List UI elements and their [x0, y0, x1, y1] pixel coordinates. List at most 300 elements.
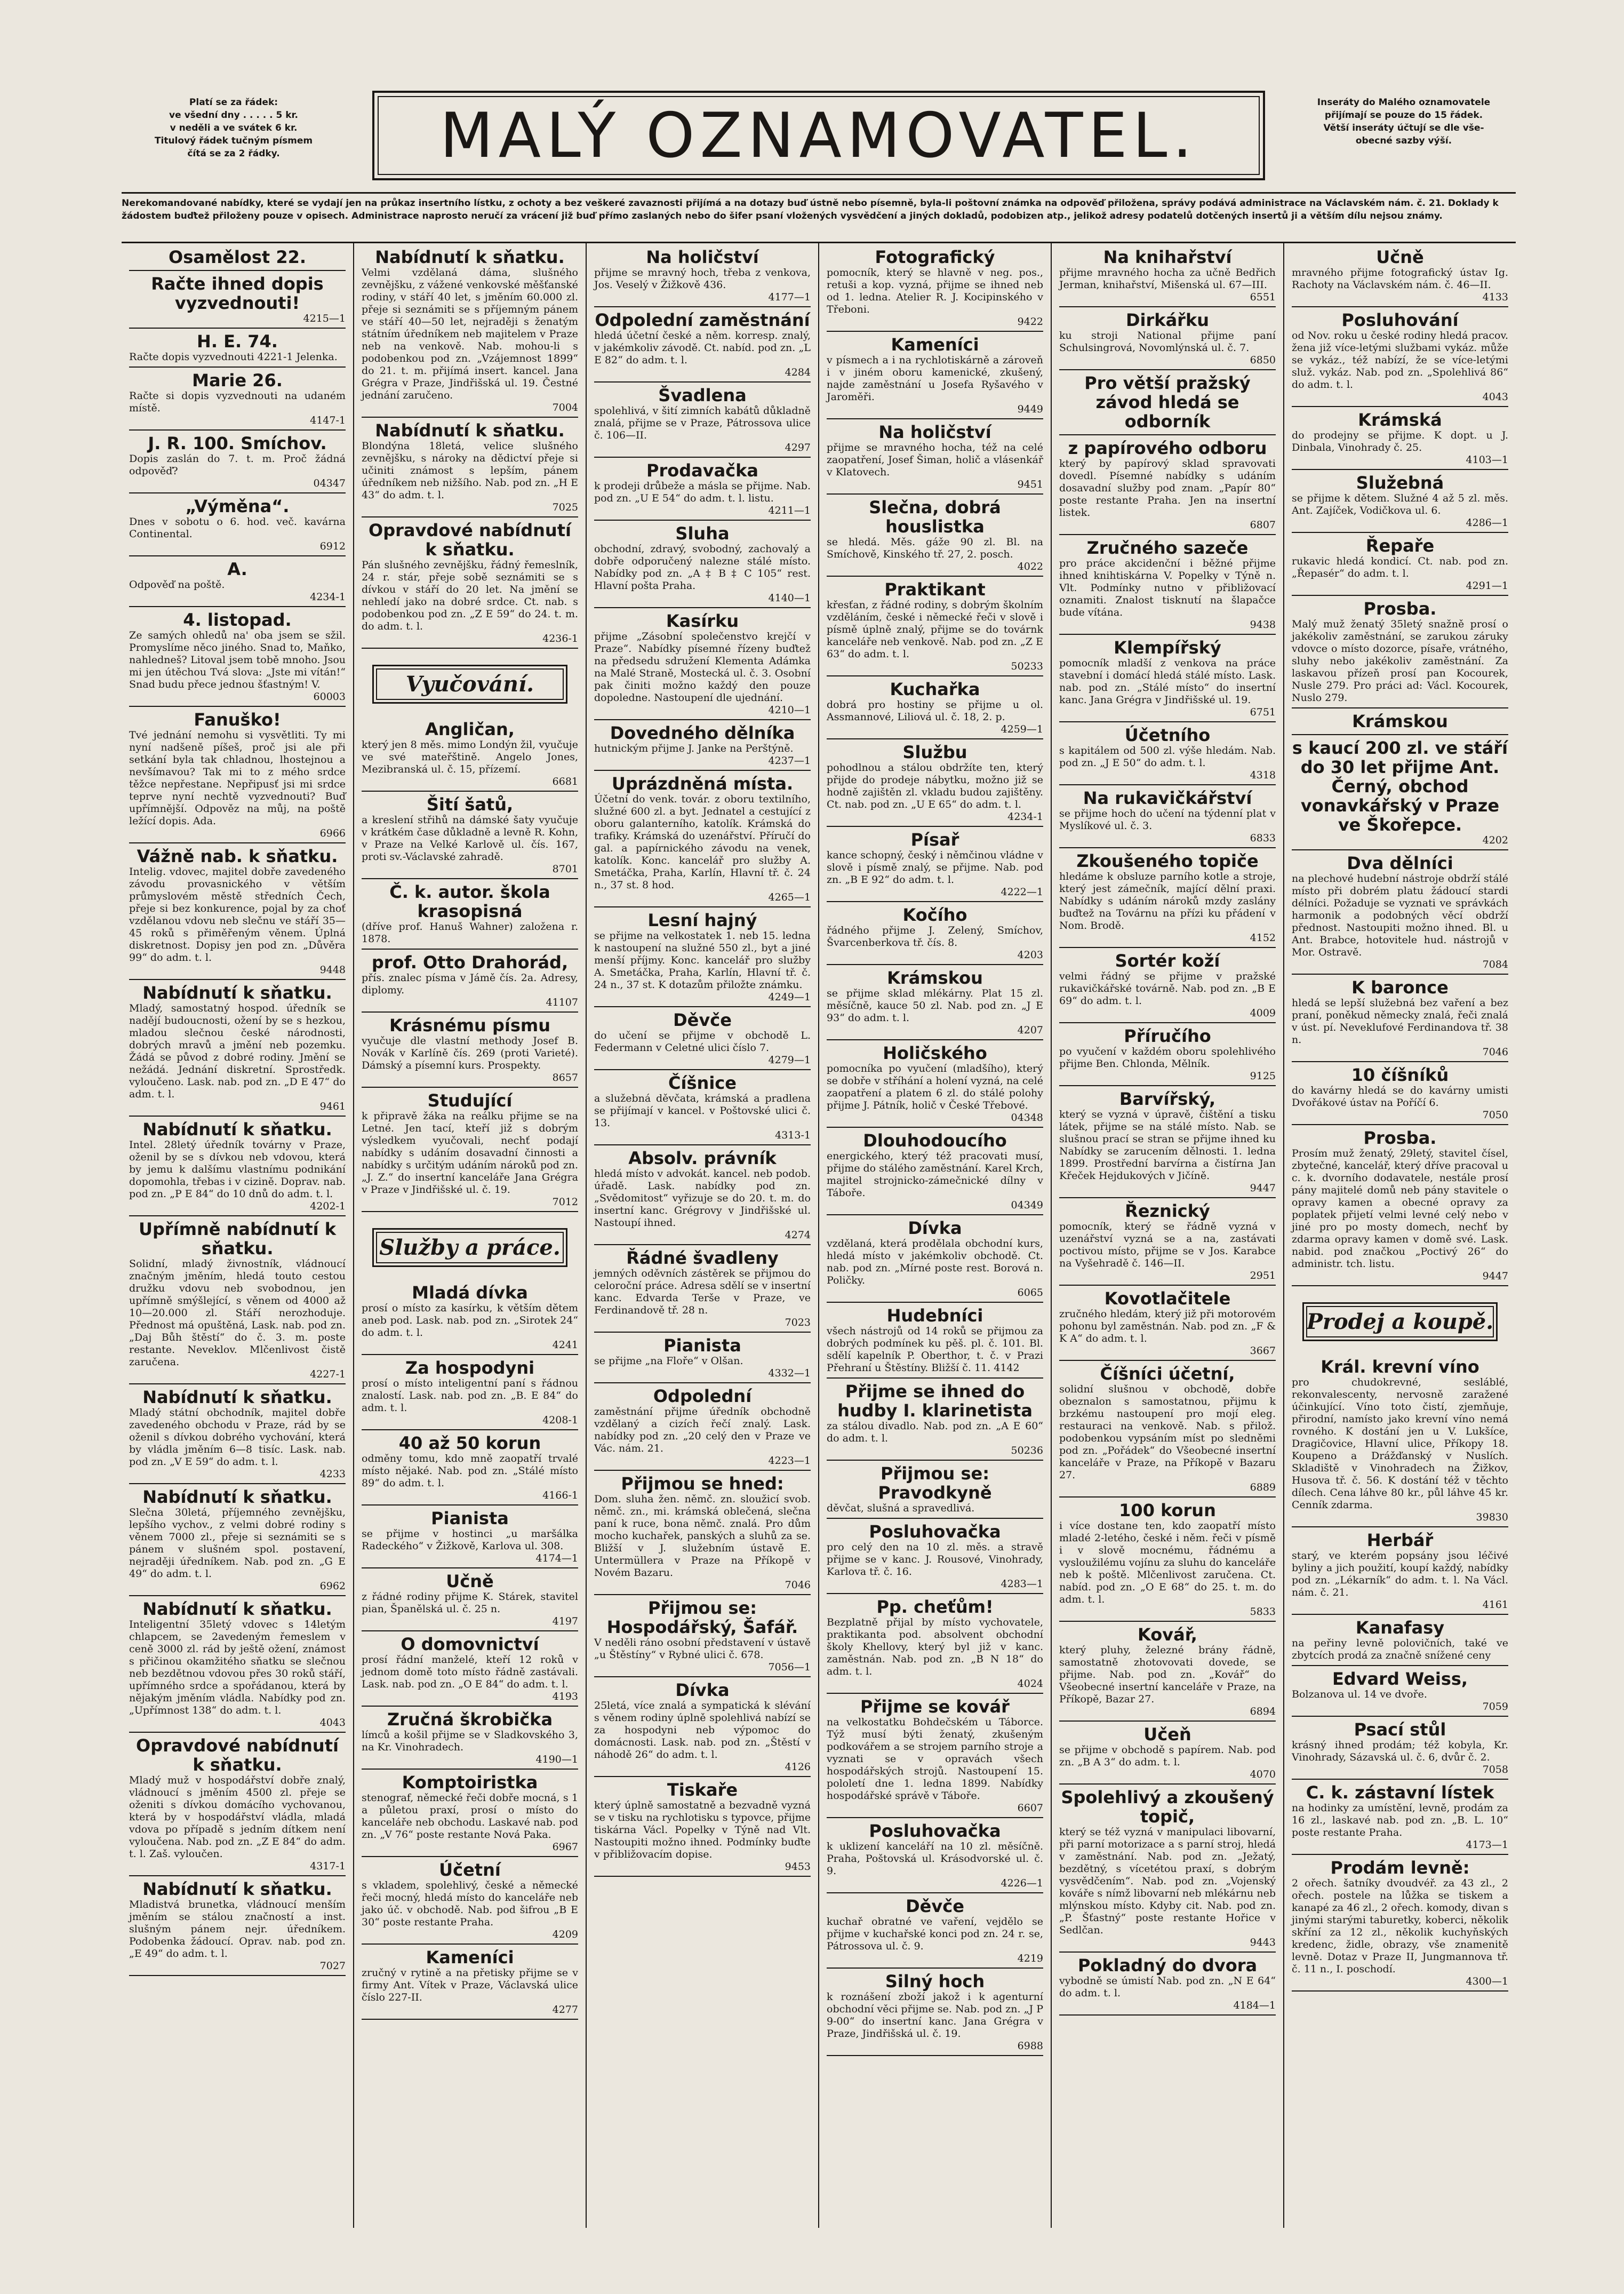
ad-text: (dříve prof. Hanuš Wahner) založena r. 1878.	[362, 921, 578, 945]
ad-headline: Sortér koží	[1115, 951, 1220, 971]
classified-ad	[129, 847, 346, 980]
ad-text: Solidní, mladý živnostník, vládnoucí značným jměním, hledá touto cestou družku vdovu neb svobodnou, jen upřímně smýšlející, s věnem od 4000 až 10—20.000 zl. Stáří nerozhoduje. Přednost má opuštěná, Lask. nab. pod zn. „Daj Bůh štěstí“ do č. 3. m. poste restante. Neveklov. Mlčenlivost čistě zaručena.	[129, 1258, 346, 1368]
ad-headline: Kovář,	[1138, 1624, 1197, 1645]
ad-divider	[1059, 1022, 1276, 1023]
ad-divider	[594, 1006, 811, 1007]
ad-text: 25letá, více znalá a sympatická k slévání s věnem rodiny úplně spolehlivá nabízí se za hospodyni neb výpomoc do domácnosti. Lask. nab. pod zn. „Štěstí v náhodě 26“ do adm. t. l.	[594, 1700, 811, 1761]
ad-headline: Učně	[446, 1571, 494, 1591]
ad-divider	[1059, 1085, 1276, 1086]
ad-text: k uklizení kanceláří na 10 zl. měsíčně. Praha, Poštovská ul. Krásodvorské ul. č. 9.	[827, 1841, 1043, 1877]
ad-code: 4274	[785, 1229, 811, 1241]
classified-ad	[827, 1597, 1043, 1694]
ad-code: 60003	[313, 691, 346, 703]
ad-code: 4210—1	[768, 704, 811, 716]
ad-headline: O domovnictví	[401, 1634, 539, 1654]
classified-ad	[1059, 788, 1276, 848]
ad-divider	[362, 1011, 578, 1013]
ad-text: stenograf, německé řeči dobře mocná, s 1 a půletou praxí, prosí o místo do kanceláře neb obchodu. Laskavé nab. pod zn. „V 76“ poste restante Nová Paka.	[362, 1792, 578, 1841]
ad-divider	[594, 1144, 811, 1145]
ad-divider	[1059, 434, 1276, 435]
ad-text: Slečna 30letá, příjemného zevnějšku, lepšího vychov., z velmi dobré rodiny s věnem 7000 zl., přeje si seznámiti se s pánem v slušném spol. postavení, nejraději úředníkem. Nab. pod zn. „G E 49“ do adm. t. l.	[129, 1507, 346, 1580]
classified-ad	[129, 1879, 346, 1976]
ad-divider	[129, 1732, 346, 1733]
ad-headline: Písař	[910, 830, 959, 850]
ad-text: k roznášení zboží jakož i k agenturní obchodní věci přijme se. Nab. pod zn. „J P 9-00“ do insertní kanc. Jana Grégra v Praze, Jindřišská ul. č. 19.	[827, 1991, 1043, 2040]
ad-text: rukavic hledá kondicí. Ct. nab. pod zn. „Řepasér“ do adm. t. l.	[1292, 555, 1508, 579]
ad-headline: Pokladný do dvora	[1077, 1955, 1258, 1976]
ad-text: vybodně se úmistí Nab. pod zn. „N E 64“ do adm. t. l.	[1059, 1975, 1276, 1999]
ad-text: přijme se mravného hocha, též na celé zaopatření, Josef Šiman, holič a vlásenkář v Klatovech.	[827, 442, 1043, 478]
classified-ad	[1059, 951, 1276, 1023]
ad-code: 4166-1	[542, 1489, 578, 1501]
ad-divider	[1059, 534, 1276, 535]
ad-code: 4207	[1017, 1024, 1043, 1036]
ad-code: 4161	[1482, 1599, 1508, 1611]
ad-text: prosí o místo inteligentní paní s řádnou znalostí. Lask. nab. pod zn. „B. E 84“ do adm. t. l.	[362, 1377, 578, 1414]
ad-headline: Posluhovačka	[869, 1821, 1001, 1841]
ad-code: 4227-1	[310, 1368, 346, 1380]
ad-divider	[827, 1693, 1043, 1694]
ad-code: 6850	[1250, 354, 1276, 366]
ad-code: 9453	[785, 1861, 811, 1873]
ad-headline: Slečna, dobrá houslistka	[869, 497, 1001, 537]
classified-ad	[594, 1474, 811, 1595]
ad-text: velmi řádný se přijme v pražské rukavičkářské továrně. Nab. pod zn. „B E 69“ do adm. t. l.	[1059, 970, 1276, 1007]
classified-ad	[1059, 1725, 1276, 1785]
ad-headline: Posluhovačka	[869, 1522, 1001, 1542]
ad-code: 9451	[1017, 479, 1043, 490]
ad-headline: Edvard Weiss,	[1332, 1669, 1468, 1689]
ad-text: po vyučení v každém oboru spolehlivého přijme Ben. Chlonda, Mělník.	[1059, 1046, 1276, 1070]
ad-headline: Příručího	[1124, 1026, 1211, 1046]
ad-divider	[827, 826, 1043, 827]
classified-ad	[1059, 1289, 1276, 1361]
ad-text: Mladý muž v hospodářství dobře znalý, vládnoucí s jměním 4500 zl. přeje se oženiti s dívkou domácího vychovanou, která by v hospodářství vládla, mladá vdova po případě s jedním dítkem není vyloučena. Nab. pod zn. „Z E 84“ do adm. t. l. Zaš. vyloučen.	[129, 1774, 346, 1860]
ad-divider	[827, 576, 1043, 577]
ad-divider	[1292, 734, 1508, 735]
classified-ad	[362, 1948, 578, 2020]
ad-headline: Zkoušeného topiče	[1076, 851, 1259, 871]
terms-line: Větší inseráty účtují se dle vše-	[1323, 123, 1484, 133]
ad-text: 2 ořech. šatníky dvoudvéř. za 43 zl., 2 ořech. postele na lůžka se tiskem a kanapé za 46 zl., 2 ořech. komody, divan s jinými starými taburetky, koberci, několik skříní za 12 zl., několik kuchyňských kredenc, židle, obrazy, vše znamenitě levně. Dotaz v Praze II, Jungmannova tř. č. 11 n., I. poschodí.	[1292, 1877, 1508, 1975]
ad-divider	[129, 1116, 346, 1117]
ad-headline: s kaucí 200 zl. ve stáří do 30 let přijme Ant. Černý, obchod vonavkářský v Praze ve Škořepce.	[1292, 738, 1508, 835]
ad-headline: A.	[227, 559, 247, 579]
ad-text: hutnickým přijme J. Janke na Perštýně.	[594, 743, 794, 754]
classified-ad	[594, 1680, 811, 1777]
classified-ad	[1292, 978, 1508, 1062]
ad-divider	[1059, 1285, 1276, 1286]
ad-code: 7027	[319, 1960, 346, 1972]
ad-divider	[1059, 947, 1276, 948]
ad-divider	[362, 1087, 578, 1088]
classified-ad	[362, 1016, 578, 1088]
classified-ad	[1059, 373, 1276, 435]
classified-ad	[594, 611, 811, 720]
ad-text: se přijme k dětem. Služné 4 až 5 zl. měs. Ant. Zajíček, Vodičkova ul. 6.	[1292, 492, 1508, 516]
classified-ad	[362, 1433, 578, 1506]
classified-ad	[129, 610, 346, 707]
classified-ad	[594, 1598, 811, 1677]
ad-code: 4211—1	[768, 505, 811, 516]
ad-divider	[1059, 784, 1276, 785]
ad-headline: Absolv. právník	[628, 1148, 777, 1168]
ad-text: se přijme v obchodě s papírem. Nab. pod zn. „B A 3“ do adm. t. l.	[1059, 1744, 1276, 1768]
classified-ad	[827, 1897, 1043, 1969]
terms-line: obecné sazby výší.	[1355, 136, 1452, 146]
ad-code: 50236	[1011, 1445, 1043, 1456]
ad-headline: Zručného sazeče	[1086, 538, 1249, 558]
ad-headline: Uprázdněná místa.	[611, 774, 794, 794]
ad-headline: Odpolední zaměstnání	[595, 310, 810, 330]
ad-divider	[594, 381, 811, 383]
classified-ad	[827, 1821, 1043, 1893]
ad-headline: Učně	[1376, 247, 1424, 267]
ad-divider	[129, 429, 346, 431]
ad-text: Pán slušného zevnějšku, řádný řemeslník, 24 r. stár, přeje sobě seznámiti se s dívkou v stáří do 20 let. Na jmění se nehledí jako na dobré srdce. Ct. nab. s podobenkou pod zn. „Z E 59“ do 24. t. m. do adm. t. l.	[362, 559, 578, 632]
ad-headline: Nabídnutí k sňatku.	[142, 1119, 332, 1140]
ad-code: 4297	[785, 442, 811, 453]
pricing-line: Titulový řádek tučným písmem	[154, 136, 313, 146]
ad-headline: Učeň	[1143, 1724, 1191, 1745]
ad-text: jemných oděvních zástěrek se přijmou do celoroční práce. Adresa sdělí se v insertní kanc. Edvarda Terše v Praze, ve Ferdinandově tř. 28 n.	[594, 1268, 811, 1316]
ad-code: 4152	[1250, 932, 1276, 944]
ad-headline: Nabídnutí k sňatku.	[375, 420, 565, 441]
ad-divider	[1292, 1665, 1508, 1666]
ad-headline: Na holičství	[646, 247, 759, 267]
classified-ad	[1292, 854, 1508, 975]
ad-text: který jen 8 měs. mimo Londýn žil, vyučuje ve své mateřštině. Angelo Jones, Mezibranská ul. č. 15, přízemí.	[362, 739, 578, 775]
classified-ad	[594, 461, 811, 521]
ad-divider	[129, 555, 346, 556]
ad-code: 4202-1	[310, 1200, 346, 1212]
classified-columns	[122, 243, 1516, 2228]
ad-text: který se též vyzná v manipulaci libovarní, při parní motorizace a s parní stroj, hledá v zaměstnání. Nab. pod zn. „Ježatý, bezdětný, s vícetétou praxí, s dobrým vysvědčením“. Nab. pod zn. „Vojenský kováře s nímž libovarní neb mlékárnu neb mlýnskou místo. Kdyby cit. Nab. pod zn. „P. Šťastný“ poste restante Hořice v Sedlčan.	[1059, 1826, 1276, 1936]
ad-text: od Nov. roku u české rodiny hledá pracov. žena již více-letými službami vykáz. může se vykáz., též nabízí, že se více-letými služ. vykáz. Nab. pod zn. „Spolehlivá 86“ do adm. t. l.	[1292, 330, 1508, 391]
ad-code: 4284	[785, 367, 811, 378]
ad-divider	[594, 1332, 811, 1333]
ad-headline: Dovedného dělníka	[610, 723, 795, 743]
classified-ad	[1059, 851, 1276, 948]
classified-ad	[1059, 1501, 1276, 1622]
classified-ad	[1059, 638, 1276, 722]
classified-ad	[129, 560, 346, 607]
classified-ad	[129, 248, 346, 271]
ad-headline: Praktikant	[884, 579, 986, 600]
section-heading-vyucovani: Vyučování.	[372, 665, 567, 704]
ad-code: 6833	[1250, 832, 1276, 844]
ad-text: vyučuje dle vlastní methody Josef B. Novák v Karlíně čís. 269 (proti Varieté). Dámský a písemní kurs. Prospekty.	[362, 1035, 578, 1071]
ad-divider	[1292, 849, 1508, 850]
ad-divider	[1292, 974, 1508, 975]
ad-text: Odpověď na poště.	[129, 579, 225, 591]
ad-code: 4126	[785, 1761, 811, 1773]
ad-text: límců a košil přijme se v Sladkovského 3, na Kr. Vinohradech.	[362, 1729, 578, 1753]
ad-divider	[362, 878, 578, 879]
ad-headline: Dva dělníci	[1347, 853, 1453, 873]
ad-divider	[1292, 1854, 1508, 1855]
ad-headline: Barvířský,	[1119, 1089, 1216, 1109]
ad-code: 9461	[319, 1101, 346, 1112]
ad-divider	[129, 492, 346, 493]
ad-text: energického, který též pracovati musí, přijme do stálého zaměstnání. Karel Krch, majitel strojnicko-zámečnické dílny v Táboře.	[827, 1150, 1044, 1199]
classified-ad	[827, 968, 1043, 1040]
ad-headline: Řádné švadleny	[626, 1248, 779, 1268]
ad-code: 9422	[1017, 316, 1043, 328]
ad-code: 9447	[1482, 1270, 1508, 1282]
ad-headline: Zručná škrobička	[387, 1709, 553, 1730]
ad-divider	[362, 1630, 578, 1631]
ad-text: kance schopný, český i němčinou vládne v slově i písmě znalý, se přijme. Nab. pod zn. „B E 92“ do adm. t. l.	[827, 849, 1043, 886]
ad-text: hledáme k obsluze parního kotle a stroje, který jest zámečník, mající dělní praxi. Nabídky s udáním nároků mzdy zaslány buďtež na Továrnu na přízi ku přádení v Nom. Brodě.	[1059, 871, 1276, 931]
ad-code: 50233	[1011, 660, 1043, 672]
ad-code: 4222—1	[1001, 886, 1043, 898]
ad-headline: prof. Otto Drahorád,	[371, 952, 569, 973]
ad-divider	[827, 1039, 1043, 1040]
ad-headline: Číšnice	[668, 1073, 737, 1093]
ad-headline: 4. listopad.	[183, 610, 292, 630]
classified-ad	[594, 723, 811, 771]
ad-code: 4286—1	[1466, 517, 1508, 529]
ad-divider	[594, 719, 811, 720]
ad-headline: „Výměna“.	[185, 496, 290, 516]
classified-ad	[362, 1283, 578, 1355]
classified-ad	[1292, 1720, 1508, 1780]
ad-code: 4300—1	[1466, 1976, 1508, 1987]
ad-divider	[1059, 1952, 1276, 1953]
pricing-line: ve všední dny . . . . . 5 kr.	[169, 110, 298, 121]
ad-text: hledá se lepší služebná bez vaření a bez praní, poněkud německy znalá, řeči znalá v úst. pí. Neveklufové Ferdinandova tř. 38 n.	[1292, 997, 1508, 1046]
classified-ad	[1292, 1783, 1508, 1855]
ad-code: 04348	[1011, 1112, 1043, 1124]
ad-divider	[129, 1383, 346, 1384]
classified-ad	[362, 1509, 578, 1568]
ad-headline: Přijme se kovář	[860, 1696, 1010, 1717]
ad-divider	[1059, 634, 1276, 635]
ad-divider	[1059, 847, 1276, 848]
ad-code: 6807	[1250, 519, 1276, 531]
ad-headline: Přijmou se: Hospodářský, Šafář.	[606, 1598, 798, 1637]
ad-code: 4318	[1250, 769, 1276, 781]
ad-text: hledá místo v advokát. kancel. neb podob. úřadě. Lask. nabídky pod zn. „Svědomitost“ vyřizuje se do 20. t. m. do insertní kanc. Grégrovy v Jindřišské ul. Nastoupí ihned.	[594, 1168, 811, 1229]
ad-divider	[1292, 1716, 1508, 1717]
classified-ad	[827, 1464, 1043, 1519]
ad-text: všech nástrojů od 14 roků se přijmou za dobrých podmínek ku pěš. pl. č. 101. Bl. sdělí kapelník P. Oberthor, t. č. v Prazi Přehraní u Štěstíny. Bližší č. 11. 4142	[827, 1325, 1043, 1374]
ad-code: 6967	[552, 1841, 578, 1853]
ad-divider	[827, 1892, 1043, 1893]
ad-divider	[362, 1211, 578, 1212]
ad-code: 6065	[1017, 1287, 1043, 1299]
ad-divider	[1292, 1990, 1508, 1992]
ad-divider	[1292, 1779, 1508, 1780]
ad-divider	[1292, 707, 1508, 708]
classified-ad	[1059, 1788, 1276, 1953]
classified-ad	[1292, 1618, 1508, 1666]
ad-divider	[594, 520, 811, 521]
ad-divider	[1059, 721, 1276, 722]
ad-divider	[594, 1676, 811, 1677]
ad-divider	[827, 1377, 1043, 1379]
classified-ad	[129, 1388, 346, 1484]
ad-text: k prodeji drůbeže a másla se přijme. Nab. pod zn. „U E 54“ do adm. t. l. listu.	[594, 480, 811, 504]
ad-headline: Nabídnutí k sňatku.	[375, 247, 565, 267]
ad-text: přijme mravného hocha za učně Bedřich Jerman, knihařství, Mišenská ul. 67—III.	[1059, 267, 1276, 291]
ad-headline: Nabídnutí k sňatku.	[142, 983, 332, 1003]
ad-headline: Přijmou se hned:	[621, 1473, 784, 1494]
ad-code: 4203	[1017, 949, 1043, 961]
insertion-terms	[1292, 96, 1516, 176]
ad-text: přís. znalec písma v Jámě čís. 2a. Adresy, diplomy.	[362, 972, 578, 996]
ad-divider	[827, 2055, 1043, 2056]
classified-ad	[594, 1780, 811, 1877]
ad-divider	[827, 1302, 1043, 1303]
ad-code: 4234-1	[310, 591, 346, 603]
ad-divider	[594, 906, 811, 907]
ad-divider	[362, 2019, 578, 2020]
ad-code: 4317-1	[310, 1860, 346, 1872]
ad-text: kuchař obratné ve vaření, vejdělo se přijme v kuchařské konci pod zn. 24 r. se, Pátrossova ul. č. 9.	[827, 1916, 1043, 1952]
ad-code: 7056—1	[768, 1661, 811, 1673]
ad-text: na plechové hudební nástroje obdrží stálé místo při dobrém platu žádoucí stardi délníci. Požaduje se vyznati ve správkách harmonik a podobných věcí obdrží přednost. Nastoupiti možno ihned. Bl. u Ant. Brabce, hotovitele hud. nástrojů v Mor. Ostravě.	[1292, 873, 1508, 958]
ad-code: 4190—1	[535, 1754, 578, 1765]
ad-code: 6966	[319, 827, 346, 839]
ad-text: do učení se přijme v obchodě L. Federmann v Celetné ulici číslo 7.	[594, 1030, 811, 1054]
classified-ad	[1059, 1026, 1276, 1086]
ad-code: 4009	[1250, 1007, 1276, 1019]
classified-ad	[362, 248, 578, 418]
ad-text: starý, ve kterém popsány jsou léčivé byliny a jich použití, koupí každý, nabídky pod zn. „Lékarník“ do adm. t. l. Na Václ. nám. č. 21.	[1292, 1550, 1508, 1598]
ad-headline: Pro větší pražský závod hledá se odborník	[1084, 373, 1251, 432]
ad-code: 4140—1	[768, 592, 811, 604]
ad-text: krásný ihned prodám; též kobyla, Kr. Vinohrady, Sázavská ul. č. 6, dvůr č. 2.	[1292, 1739, 1508, 1763]
ad-headline: Upřímně nabídnutí k sňatku.	[138, 1219, 336, 1258]
ad-text: se hledá. Měs. gáže 90 zl. Bl. na Smíchově, Kinského tř. 27, 2. posch.	[827, 536, 1043, 560]
column	[819, 243, 1052, 2228]
classified-ad	[827, 1306, 1043, 1379]
classified-ad	[594, 524, 811, 608]
newspaper-page	[122, 80, 1516, 2241]
ad-code: 6962	[319, 1580, 346, 1592]
classified-ad	[594, 1149, 811, 1245]
ad-divider	[1292, 1526, 1508, 1527]
ad-divider	[362, 1856, 578, 1857]
ad-headline: Holičského	[883, 1043, 987, 1063]
classified-ad	[362, 521, 578, 649]
ad-code: 7046	[785, 1579, 811, 1591]
ad-headline: Na knihařství	[1103, 247, 1232, 267]
ad-headline: Sluha	[675, 523, 730, 544]
ad-text: Velmi vzdělaná dáma, slušného zevnějšku, z vážené venkovské měšťanské rodiny, v stáří 40 let, s jměním 60.000 zl. přeje si seznámiti se s příjemným pánem ve stáří 40—50 let, nejraději s ženatým státním úředníkem neb majitelem v Praze neb na venkově. Nab. mohou-li s podobenkou pod zn. „Vzájemnost 1899“ do 21. t. m. přijímá insert. kancel. Jana Grégra v Praze, Jindřišská ul. 19. Čestné jednání zaručeno.	[362, 267, 578, 401]
ad-divider	[362, 1429, 578, 1430]
classified-ad	[1059, 1956, 1276, 2016]
ad-headline: Prodavačka	[646, 460, 758, 481]
ad-headline: Kočího	[902, 905, 967, 925]
ad-code: 7004	[552, 402, 578, 413]
classified-ad	[827, 743, 1043, 827]
ad-text: který úplně samostatně a bezvadně vyzná se v tisku na rychlotisku s typovce, přijme tiskárna Václ. Popelky v Týně nad Vlt. Nastoupiti možno ihned. Podmínky buďte v přibližovacím dopise.	[594, 1799, 811, 1860]
ad-text: pro práce akcidenční i běžné přijme ihned knihtiskárna V. Popelky v Týně n. Vlt. Podmínky nutno v přibližovací oznamiti. Znalost tisknutí na šlapačce bude vítána.	[1059, 557, 1276, 618]
ad-code: 4193	[552, 1691, 578, 1702]
pricing-line: v neděli a ve svátek 6 kr.	[170, 123, 298, 133]
classified-ad	[1292, 1669, 1508, 1717]
ad-text: z řádné rodiny přijme K. Stárek, stavitel pian, Španělská ul. č. 25 n.	[362, 1591, 578, 1615]
ad-divider	[129, 1975, 346, 1976]
ad-headline: z papírového odboru	[1068, 438, 1267, 458]
ad-divider	[1292, 406, 1508, 407]
ad-headline: Kanafasy	[1355, 1618, 1445, 1638]
ad-code: 4133	[1482, 291, 1508, 303]
ad-divider	[594, 1776, 811, 1777]
classified-ad	[129, 274, 346, 329]
ad-divider	[362, 1354, 578, 1355]
classified-ad	[827, 905, 1043, 965]
ad-text: který pluhy, železné brány řádně, samostatně zhotovovati dovede, se přijme. Nab. pod zn. „Kovář“ do Všeobecné insertní kanceláře v Praze, na Příkopě, Bazar 27.	[1059, 1644, 1276, 1705]
ad-code: 5833	[1250, 1606, 1276, 1618]
classified-ad	[594, 1248, 811, 1333]
classified-ad	[129, 710, 346, 843]
column	[122, 243, 354, 2228]
classified-ad	[1292, 410, 1508, 470]
classified-ad	[129, 371, 346, 431]
ad-headline: Přijme se ihned do hudby I. klarinetista	[837, 1381, 1033, 1421]
ad-divider	[362, 1706, 578, 1707]
ad-text: pomocník mladší z venkova na práce stavební i domácí hledá stálé místo. Lask. nab. pod zn. „Stálé místo“ do insertní kanc. Jana Grégra v Jindřišské ul. 19.	[1059, 657, 1276, 706]
ad-text: a kreslení střihů na dámské šaty vyučuje v krátkém čase důkladně a levně R. Kohn, v Praze na Velké Karlově ul. čís. 167, proti sv.-Václavské zahradě.	[362, 814, 578, 863]
ad-text: pohodlnou a stálou obdržíte ten, který přijde do prodeje nábytku, možno již se hodně zajištěn zl. vkladu budou zajištěny. Ct. nab. pod zn. „U E 65“ do adm. t. l.	[827, 762, 1043, 810]
classified-ad	[594, 911, 811, 1007]
ad-headline: Hudebníci	[886, 1305, 983, 1326]
ad-code: 4043	[319, 1717, 346, 1729]
ad-divider	[129, 842, 346, 843]
ad-headline: C. k. zástavní lístek	[1306, 1782, 1494, 1803]
ad-code: 7046	[1482, 1046, 1508, 1058]
ad-divider	[594, 306, 811, 307]
ad-code: 4103—1	[1466, 454, 1508, 466]
page-title: MALÝ OZNAMOVATEL.	[372, 91, 1265, 180]
ad-text: pomocníka po vyučení (mladšího), který se dobře v stříhání a holení vyzná, na celé zaopatření a platem 6 zl. do stálé polohy přijme J. Pátník, holič v České Třebové.	[827, 1063, 1043, 1111]
ad-divider	[827, 1968, 1043, 1969]
classified-ad	[362, 720, 578, 792]
administration-notice: Nerekomandované nabídky, které se vydají jen na průkaz insertního lístku, z ochoty a bez veškeré zavaznosti přijímá a na dotazy buď ústně nebo písemně, byla-li poštovní známka na odpověď přiložena, správy podává administrace na Václavském nám. č. 21. Doklady k žádostem buďtež přiloženy pouze v opisech. Administrace naprosto neručí za vrácení již buď přímo zaslaných nebo do šifer psaní vložených vysvědčení a jiných dokladů, podobizen atp., jelikož adresy podatelů dotčených insertů ji a větším dílu nejsou známy.	[122, 192, 1516, 243]
ad-text: Račte si dopis vyzvednouti na udaném místě.	[129, 390, 346, 414]
ad-headline: Děvče	[906, 1896, 964, 1916]
ad-text: Mladý státní obchodník, majitel dobře zavedeného obchodu v Praze, rád by se oženil s dívkou dobrého vychování, která by vládla jměním 6—8 tisíc. Lask. nab. pod zn. „V E 59“ do adm. t. l.	[129, 1407, 346, 1468]
ad-divider	[1292, 532, 1508, 533]
classified-ad	[1292, 712, 1508, 735]
ad-divider	[827, 331, 1043, 332]
ad-divider	[129, 979, 346, 980]
ad-code: 6889	[1250, 1481, 1276, 1493]
ad-divider	[362, 949, 578, 950]
ad-divider	[827, 964, 1043, 965]
ad-text: s vkladem, spolehlivý, české a německé řeči mocný, hledá místo do kanceláře neb jako úč. v obchodě. Nab. pod šifrou „B E 30“ poste restante Praha.	[362, 1879, 578, 1928]
ad-headline: Kameníci	[891, 334, 979, 355]
pricing-line: Platí se za řádek:	[189, 97, 278, 108]
ad-divider	[362, 417, 578, 418]
ad-headline: Kovotlačitele	[1104, 1288, 1231, 1309]
ad-headline: Dívka	[908, 1218, 962, 1238]
classified-ad	[827, 580, 1043, 676]
ad-text: řádného přijme J. Zelený, Smíchov, Švarcenberkova tř. čís. 8.	[827, 925, 1043, 949]
ad-text: za stálou divadlo. Nab. pod zn. „A E 60“ do adm. t. l.	[827, 1420, 1043, 1444]
ad-code: 7059	[1482, 1701, 1508, 1712]
ad-code: 4226—1	[1001, 1877, 1043, 1889]
ad-divider	[1292, 1285, 1508, 1286]
ad-divider	[129, 1215, 346, 1216]
ad-headline: Opravdové nabídnutí k sňatku.	[136, 1735, 339, 1775]
ad-code: 9447	[1250, 1182, 1276, 1194]
ad-headline: Pp. cheťům!	[876, 1597, 994, 1617]
